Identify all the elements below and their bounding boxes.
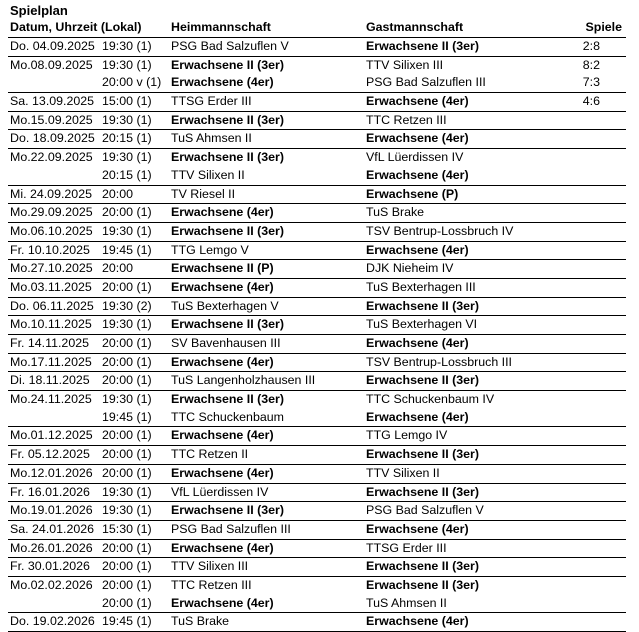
guest-team: Erwachsene (4er) <box>366 409 469 424</box>
table-row <box>8 278 626 297</box>
home-team: TuS Ahmsen II <box>169 130 364 149</box>
guest-team: Erwachsene II (3er) <box>364 558 574 577</box>
match-date: Mo.24.11.2025 <box>8 391 100 409</box>
guest-team: Erwachsene (P) <box>364 185 574 204</box>
match-date: Fr. 30.01.2026 <box>8 558 100 577</box>
match-score <box>574 222 626 241</box>
guest-team: Erwachsene II (3er) <box>364 297 574 316</box>
match-score <box>574 483 626 502</box>
match-time: 20:00 v (1) <box>102 75 162 90</box>
page-title: Spielplan <box>10 3 68 18</box>
match-date: Mo.19.01.2026 <box>8 502 100 521</box>
match-score <box>574 204 626 223</box>
match-date: Do. 18.09.2025 <box>8 130 100 149</box>
match-time: 20:00 (1) <box>100 446 169 465</box>
guest-team: DJK Nieheim IV <box>364 260 574 279</box>
guest-team: TSV Bentrup-Lossbruch IV <box>364 222 574 241</box>
match-date: Mo.17.11.2025 <box>8 353 100 372</box>
match-date: Mo.26.01.2026 <box>8 539 100 558</box>
home-team: Erwachsene (4er) <box>171 75 274 90</box>
match-score <box>574 464 626 483</box>
match-time: 19:45 (1) <box>100 613 169 632</box>
table-row <box>8 222 626 241</box>
guest-team: TuS Bexterhagen III <box>364 278 574 297</box>
guest-team: Erwachsene (4er) <box>364 93 574 112</box>
match-time: 20:00 (1) <box>100 204 169 223</box>
match-time: 20:00 <box>100 185 169 204</box>
home-team: Erwachsene (4er) <box>169 427 364 446</box>
header-guest: Gastmannschaft <box>364 19 574 38</box>
table-row <box>8 204 626 223</box>
home-team: Erwachsene (4er) <box>169 539 364 558</box>
guest-team: Erwachsene II (3er) <box>364 576 574 594</box>
match-score <box>574 427 626 446</box>
guest-team: TTV Silixen III <box>364 56 574 74</box>
match-time: 19:30 (1) <box>100 502 169 521</box>
table-row <box>8 483 626 502</box>
home-team: Erwachsene (4er) <box>169 353 364 372</box>
match-time: 20:00 (1) <box>100 372 169 391</box>
home-team: Erwachsene II (3er) <box>169 56 364 74</box>
home-team: Erwachsene II (3er) <box>169 502 364 521</box>
match-score <box>574 185 626 204</box>
match-score <box>574 502 626 521</box>
match-time: 19:30 (1) <box>100 391 169 409</box>
match-score <box>574 316 626 335</box>
table-row <box>8 391 626 409</box>
home-team: TTV Silixen III <box>169 558 364 577</box>
match-time: 19:30 (1) <box>100 149 169 167</box>
match-time: 19:30 (1) <box>100 483 169 502</box>
home-team: TTG Lemgo V <box>169 241 364 260</box>
match-date: Sa. 24.01.2026 <box>8 520 100 539</box>
table-row <box>8 316 626 335</box>
match-date: Fr. 10.10.2025 <box>8 241 100 260</box>
match-time: 15:30 (1) <box>100 520 169 539</box>
guest-team: TuS Ahmsen II <box>366 595 447 610</box>
match-date: Di. 18.11.2025 <box>8 372 100 391</box>
home-team: Erwachsene II (3er) <box>169 149 364 167</box>
match-date <box>8 74 100 92</box>
guest-team: TuS Bexterhagen VI <box>364 316 574 335</box>
match-score <box>574 409 626 427</box>
guest-team: Erwachsene II (3er) <box>364 483 574 502</box>
match-time: 19:45 (1) <box>100 241 169 260</box>
match-score <box>574 260 626 279</box>
table-row <box>8 520 626 539</box>
match-time: 20:00 <box>100 260 169 279</box>
match-score <box>574 391 626 409</box>
home-team: Erwachsene (4er) <box>169 464 364 483</box>
home-team: Erwachsene (4er) <box>169 278 364 297</box>
guest-team: TTG Lemgo IV <box>364 427 574 446</box>
match-score <box>574 613 626 632</box>
match-time: 20:00 (1) <box>102 595 152 610</box>
guest-team: Erwachsene (4er) <box>364 241 574 260</box>
match-date: Sa. 13.09.2025 <box>8 93 100 112</box>
match-score <box>574 576 626 594</box>
match-date: Fr. 05.12.2025 <box>8 446 100 465</box>
match-date: Mo.08.09.2025 <box>8 56 100 74</box>
schedule-table <box>8 19 626 632</box>
home-team: Erwachsene II (3er) <box>169 222 364 241</box>
table-row <box>8 427 626 446</box>
match-score <box>574 335 626 354</box>
table-row <box>8 558 626 577</box>
guest-team: Erwachsene (4er) <box>364 335 574 354</box>
guest-team: TTSG Erder III <box>364 539 574 558</box>
table-row <box>8 335 626 354</box>
table-row <box>8 595 626 613</box>
table-row <box>8 613 626 632</box>
match-time: 20:00 (1) <box>100 353 169 372</box>
match-time: 19:30 (1) <box>100 56 169 74</box>
match-date: Do. 06.11.2025 <box>8 297 100 316</box>
guest-team: Erwachsene II (3er) <box>364 446 574 465</box>
match-date: Mo.22.09.2025 <box>8 149 100 167</box>
table-row <box>8 446 626 465</box>
match-score <box>574 278 626 297</box>
match-score <box>574 446 626 465</box>
table-header-row <box>8 19 626 38</box>
home-team: TuS Brake <box>169 613 364 632</box>
guest-team: Erwachsene (4er) <box>364 520 574 539</box>
match-time: 20:00 (1) <box>100 335 169 354</box>
match-time: 19:30 (1) <box>102 39 152 53</box>
home-team: Erwachsene II (3er) <box>169 111 364 130</box>
match-time: 19:30 (2) <box>100 297 169 316</box>
home-team: TTV Silixen II <box>171 167 245 182</box>
table-row <box>8 353 626 372</box>
home-team: TTC Schuckenbaum <box>171 409 284 424</box>
match-time: 20:00 (1) <box>100 464 169 483</box>
header-games: Spiele <box>574 19 626 38</box>
match-score <box>574 520 626 539</box>
home-team: SV Bavenhausen III <box>169 335 364 354</box>
home-team: VfL Lüerdissen IV <box>169 483 364 502</box>
table-row <box>8 185 626 204</box>
match-score: 7:3 <box>582 75 600 90</box>
guest-team: Erwachsene (4er) <box>366 167 469 182</box>
match-time: 20:15 (1) <box>100 130 169 149</box>
match-score <box>574 595 626 613</box>
match-time: 20:00 (1) <box>100 278 169 297</box>
match-score <box>574 167 626 185</box>
match-time: 20:15 (1) <box>102 167 152 182</box>
table-row <box>8 576 626 594</box>
table-row <box>8 409 626 427</box>
match-time: 20:00 (1) <box>100 576 169 594</box>
table-row <box>8 297 626 316</box>
match-time: 20:00 (1) <box>100 427 169 446</box>
header-home: Heimmannschaft <box>169 19 364 38</box>
match-date: Mo.15.09.2025 <box>8 111 100 130</box>
table-row <box>8 111 626 130</box>
home-team: TTSG Erder III <box>169 93 364 112</box>
home-team: Erwachsene II (3er) <box>169 316 364 335</box>
match-score <box>574 297 626 316</box>
guest-team: Erwachsene II (3er) <box>366 39 479 53</box>
table-row <box>8 93 626 112</box>
guest-team: Erwachsene II (3er) <box>364 372 574 391</box>
home-team: Erwachsene II (P) <box>169 260 364 279</box>
match-date: Fr. 16.01.2026 <box>8 483 100 502</box>
home-team: Erwachsene (4er) <box>169 204 364 223</box>
table-row <box>8 260 626 279</box>
guest-team: TTC Schuckenbaum IV <box>364 391 574 409</box>
table-row <box>8 241 626 260</box>
guest-team: PSG Bad Salzuflen V <box>364 502 574 521</box>
match-date: Mo.27.10.2025 <box>8 260 100 279</box>
match-score: 2:8 <box>582 39 600 53</box>
match-score <box>574 149 626 167</box>
guest-team: TTV Silixen II <box>364 464 574 483</box>
guest-team: PSG Bad Salzuflen III <box>366 75 486 90</box>
match-date: Mo.02.02.2026 <box>8 576 100 594</box>
table-row <box>8 464 626 483</box>
header-datetime: Datum, Uhrzeit (Lokal) <box>8 19 169 38</box>
match-date: Fr. 14.11.2025 <box>8 335 100 354</box>
table-row <box>8 130 626 149</box>
home-team: Erwachsene II (3er) <box>169 391 364 409</box>
match-score <box>574 372 626 391</box>
match-date: Mo.29.09.2025 <box>8 204 100 223</box>
match-score <box>574 558 626 577</box>
home-team: TTC Retzen II <box>169 446 364 465</box>
match-score: 8:2 <box>574 56 626 74</box>
table-row <box>8 74 626 92</box>
match-date <box>8 167 100 185</box>
home-team: TTC Retzen III <box>169 576 364 594</box>
table-row <box>8 539 626 558</box>
home-team: TuS Bexterhagen V <box>169 297 364 316</box>
match-time: 19:45 (1) <box>102 409 152 424</box>
home-team: PSG Bad Salzuflen III <box>169 520 364 539</box>
table-row <box>8 167 626 185</box>
match-score: 4:6 <box>574 93 626 112</box>
match-score <box>574 241 626 260</box>
guest-team: TSV Bentrup-Lossbruch III <box>364 353 574 372</box>
guest-team: VfL Lüerdissen IV <box>364 149 574 167</box>
home-team: TuS Langenholzhausen III <box>169 372 364 391</box>
table-row <box>8 38 626 57</box>
guest-team: TuS Brake <box>364 204 574 223</box>
match-date: Mo.03.11.2025 <box>8 278 100 297</box>
home-team: Erwachsene (4er) <box>171 595 274 610</box>
match-time: 20:00 (1) <box>100 539 169 558</box>
home-team: PSG Bad Salzuflen V <box>171 39 289 53</box>
match-date <box>8 595 100 613</box>
table-row <box>8 372 626 391</box>
table-row <box>8 56 626 74</box>
match-date <box>8 409 100 427</box>
match-time: 19:30 (1) <box>100 111 169 130</box>
match-time: 15:00 (1) <box>100 93 169 112</box>
guest-team: Erwachsene (4er) <box>364 613 574 632</box>
match-time: 19:30 (1) <box>100 222 169 241</box>
table-row <box>8 149 626 167</box>
match-date: Mi. 24.09.2025 <box>8 185 100 204</box>
match-date: Mo.01.12.2025 <box>8 427 100 446</box>
match-time: 19:30 (1) <box>100 316 169 335</box>
schedule-rows <box>8 38 626 632</box>
match-date: Do. 04.09.2025 <box>10 39 95 53</box>
table-row <box>8 502 626 521</box>
match-date: Mo.10.11.2025 <box>8 316 100 335</box>
match-time: 20:00 (1) <box>100 558 169 577</box>
match-score <box>574 353 626 372</box>
match-score <box>574 539 626 558</box>
match-date: Mo.12.01.2026 <box>8 464 100 483</box>
match-score <box>574 130 626 149</box>
home-team: TV Riesel II <box>169 185 364 204</box>
match-score <box>574 111 626 130</box>
match-date: Do. 19.02.2026 <box>8 613 100 632</box>
guest-team: TTC Retzen III <box>364 111 574 130</box>
guest-team: Erwachsene (4er) <box>364 130 574 149</box>
match-date: Mo.06.10.2025 <box>8 222 100 241</box>
